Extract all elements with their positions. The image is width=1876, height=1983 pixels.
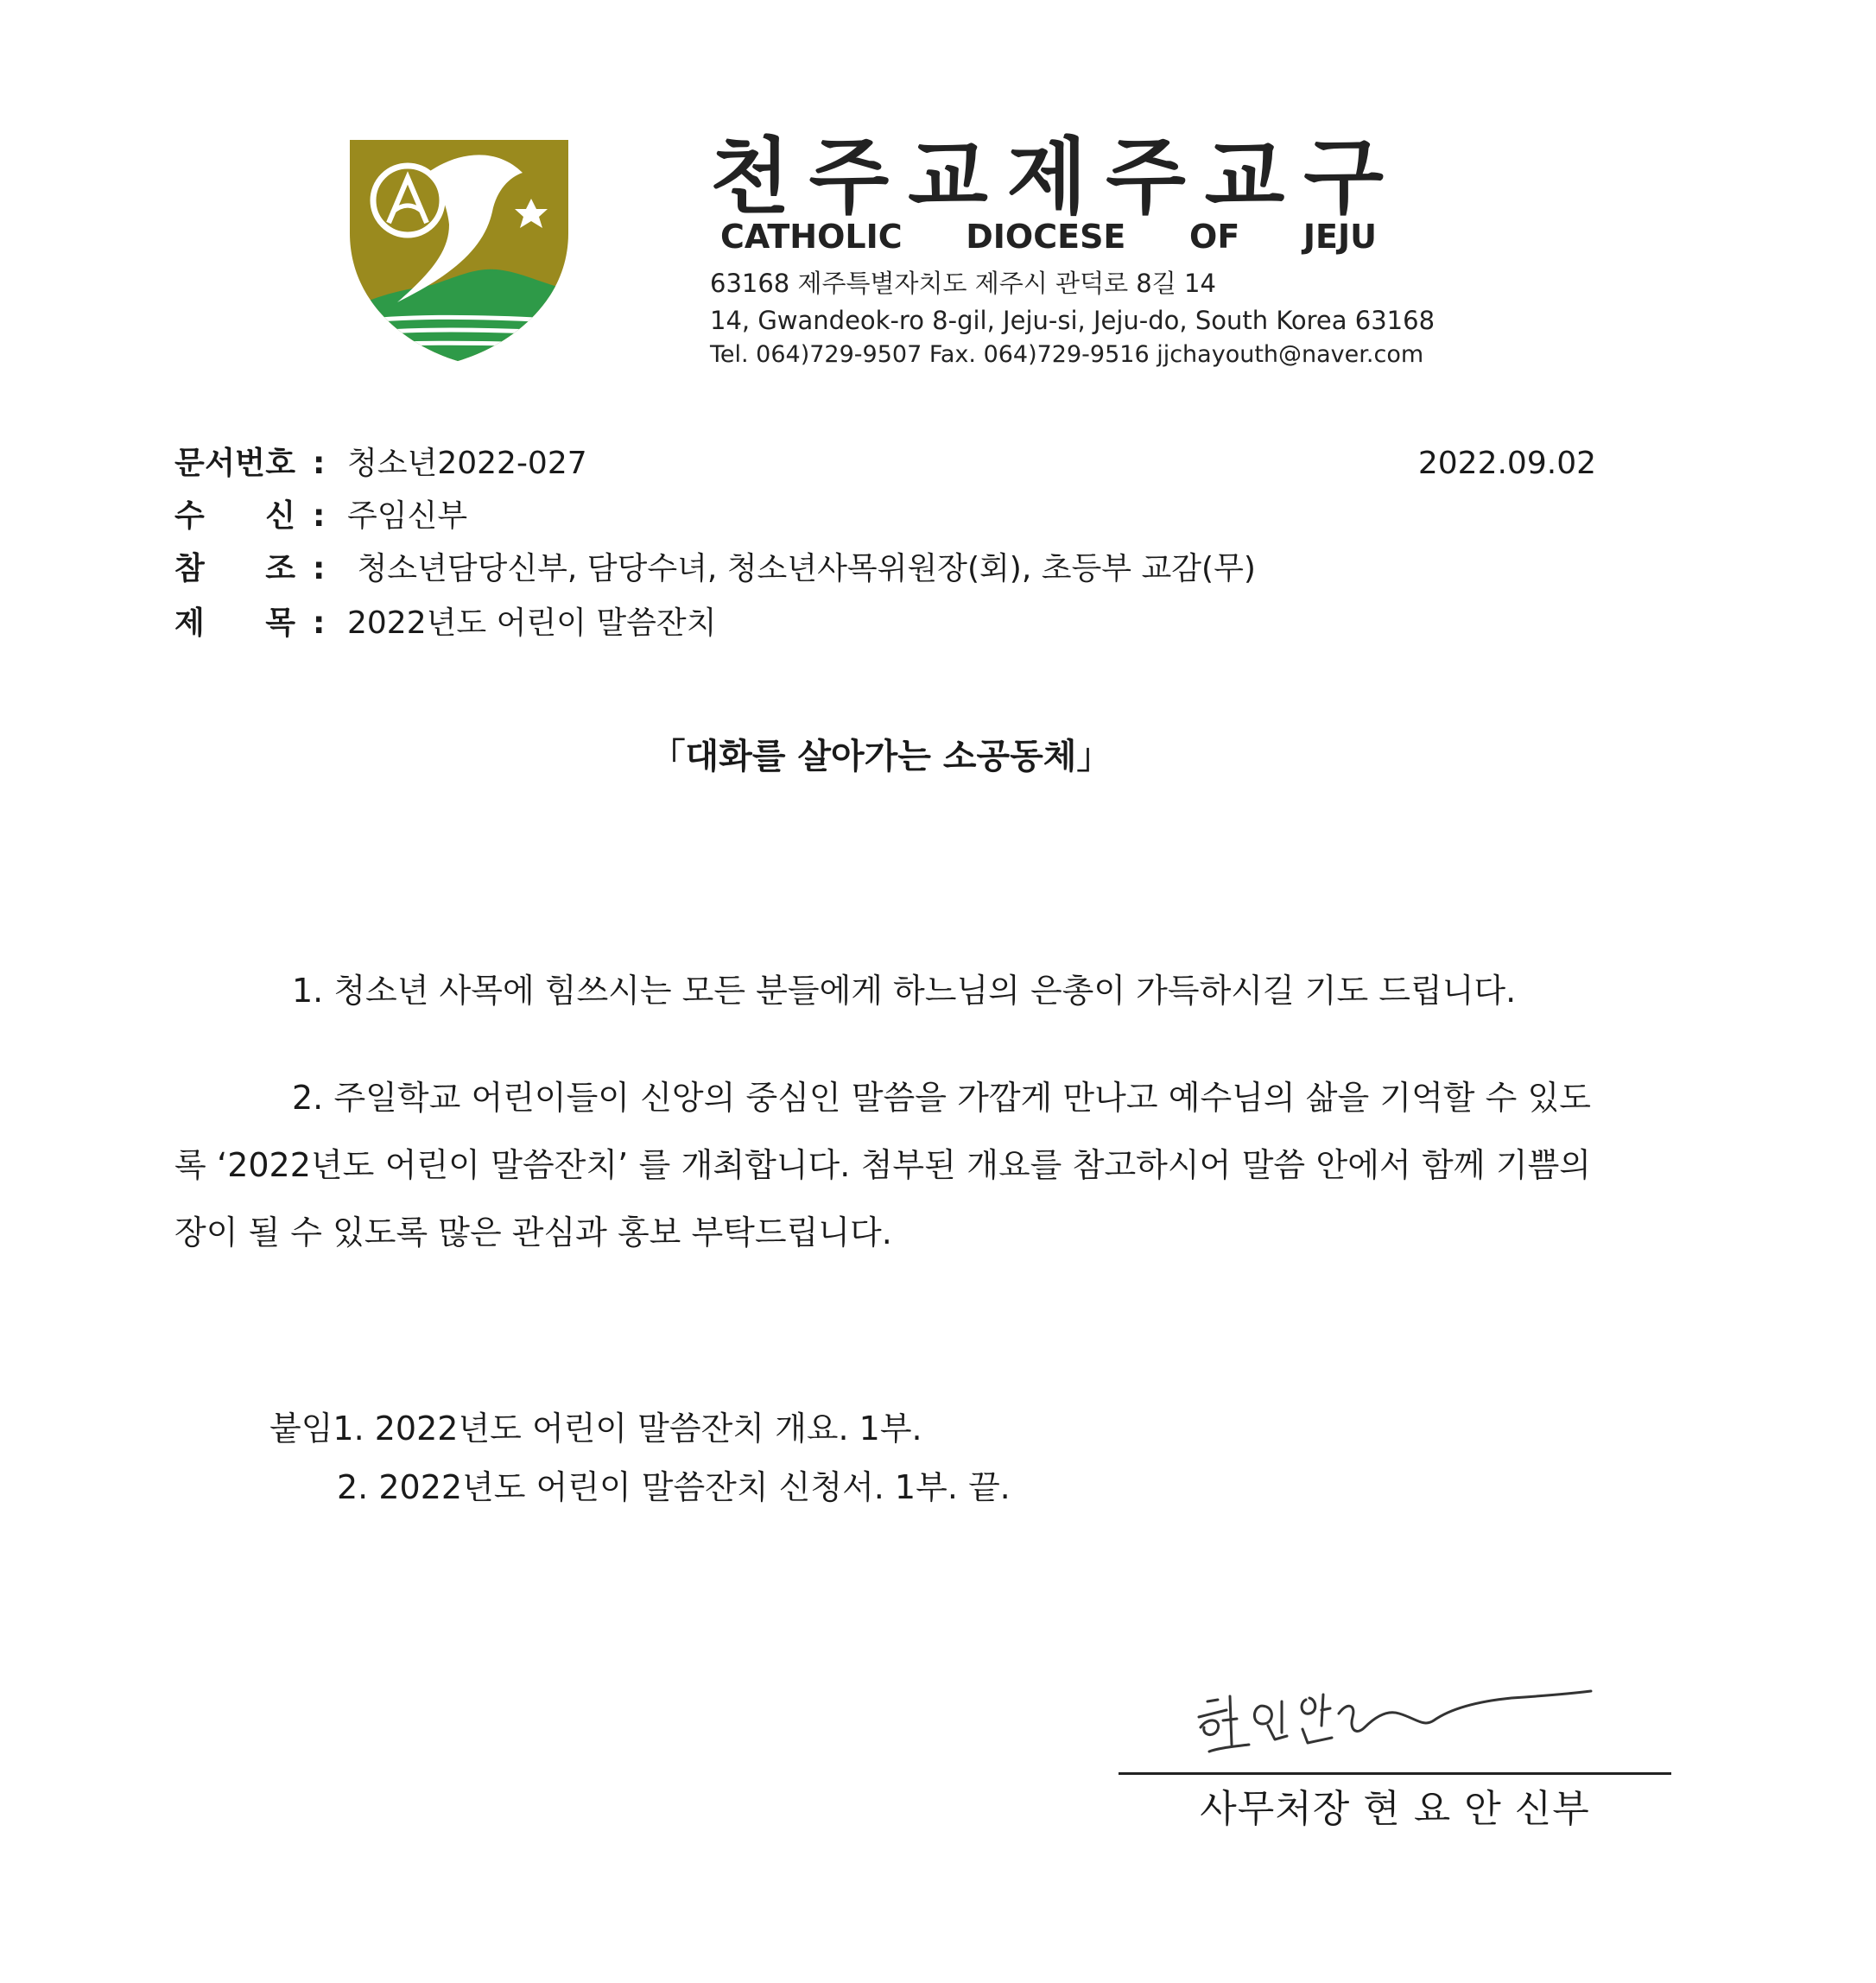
title-word: OF xyxy=(1189,218,1240,256)
label-colon: : xyxy=(313,551,326,586)
title-char: 천 xyxy=(710,129,790,225)
address-english: 14, Gwandeok-ro 8-gil, Jeju-si, Jeju-do, South Korea 63168 xyxy=(710,306,1436,335)
body-paragraph-1: 1. 청소년 사목에 힘쓰시는 모든 분들에게 하느님의 은총이 가득하시길 기도 드립니다. xyxy=(292,972,1517,1010)
diocese-title-korean xyxy=(710,130,1384,225)
title-char: 주 xyxy=(1106,129,1186,225)
label-colon: : xyxy=(313,446,326,481)
reference-label xyxy=(174,548,347,591)
label-char: 조 xyxy=(265,551,295,586)
title-word: DIOCESE xyxy=(966,218,1126,256)
label-char: 문 xyxy=(174,446,205,481)
label-char: 신 xyxy=(265,498,295,534)
title-char: 교 xyxy=(908,129,988,225)
title-word: CATHOLIC xyxy=(720,218,903,256)
signer-name: 사무처장 현 요 안 신부 xyxy=(1200,1787,1590,1831)
subject-label xyxy=(174,602,347,645)
contact-info: Tel. 064)729-9507 Fax. 064)729-9516 jjchayouth@naver.com xyxy=(710,341,1424,368)
document-date: 2022.09.02 xyxy=(1417,446,1596,481)
label-char: 호 xyxy=(265,446,295,481)
attachment-line-2: 2. 2022년도 어린이 말씀잔치 신청서. 1부. 끝. xyxy=(337,1468,1011,1506)
label-colon: : xyxy=(313,605,326,641)
title-char: 구 xyxy=(1303,129,1384,225)
recipient-label xyxy=(174,495,347,538)
reference-row xyxy=(174,548,1256,591)
label-char: 수 xyxy=(174,498,205,534)
label-char: 번 xyxy=(235,446,265,481)
title-char: 제 xyxy=(1006,129,1087,225)
address-korean: 63168 제주특별자치도 제주시 관덕로 8길 14 xyxy=(710,269,1216,298)
title-char: 교 xyxy=(1204,129,1285,225)
recipient-value: 주임신부 xyxy=(347,498,468,534)
doc-number-row xyxy=(174,442,587,485)
subject-value: 2022년도 어린이 말씀잔치 xyxy=(347,605,717,641)
diocese-title-english xyxy=(720,216,1377,257)
title-char: 주 xyxy=(808,129,890,225)
label-char: 제 xyxy=(174,605,205,641)
reference-value: 청소년담당신부, 담당수녀, 청소년사목위원장(회), 초등부 교감(무) xyxy=(347,551,1256,586)
label-char: 목 xyxy=(265,605,295,641)
doc-number-value: 청소년2022-027 xyxy=(347,446,587,481)
diocese-logo xyxy=(345,138,570,363)
theme-heading: 「대화를 살아가는 소공동체」 xyxy=(650,737,1112,776)
signature-line xyxy=(1119,1772,1671,1775)
handwritten-signature xyxy=(1192,1676,1598,1771)
body-paragraph-2: 2. 주일학교 어린이들이 신앙의 중심인 말씀을 가깝게 만나고 예수님의 삶을 기억할 수 있도록 ‘2022년도 어린이 말씀잔치’ 를 개최합니다. 첨부된 개요를 참고하시어 말씀 안에서 함께 기쁨의 장이 될 수 있도록 많은 관심과 홍보 부탁드립니다. xyxy=(174,1079,1591,1251)
doc-number-label xyxy=(174,442,347,485)
label-char: 참 xyxy=(174,551,205,586)
attachment-line-1: 붙임1. 2022년도 어린이 말씀잔치 개요. 1부. xyxy=(269,1410,922,1448)
title-word: JEJU xyxy=(1302,218,1377,256)
label-colon: : xyxy=(313,498,326,534)
subject-row xyxy=(174,602,717,645)
recipient-row xyxy=(174,495,467,538)
label-char: 서 xyxy=(205,446,235,481)
